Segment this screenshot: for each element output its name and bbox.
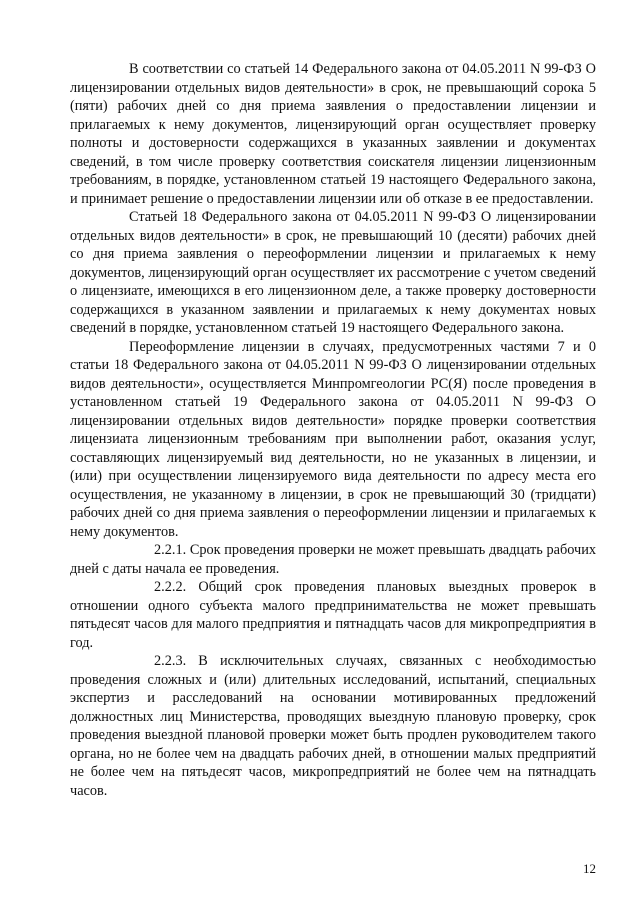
document-body [70, 60, 596, 800]
paragraph-reissue-license: Переоформление лицензии в случаях, предусмотренных частями 7 и 0 статьи 18 Федерального закона от 04.05.2011 N 99-ФЗ О лицензировании отдельных видов деятельности», осуществляется Минпромгеологии РС(Я) после проведения в установленном статьей 19 Федерального закона от 04.05.2011 N 99-ФЗ О лицензировании отдельных видов деятельности» порядке проверки соответствия лицензиата лицензионным требованиям при выполнении работ, оказания услуг, составляющих лицензируемый вид деятельности, но не указанных в лицензии, и (или) при осуществлении лицензируемого вида деятельности по адресу места его осуществления, не указанному в лицензии, в срок не превышающий 30 (тридцати) рабочих дней со дня приема заявления о переоформлении лицензии и прилагаемых к нему документов. [70, 338, 596, 540]
clause-2-2-3: 2.2.3. В исключительных случаях, связанных с необходимостью проведения сложных и (или) длительных исследований, испытаний, специальных экспертиз и расследований на основании мотивированных предложений должностных лиц Министерства, проводящих выездную плановую проверку, срок проведения выездной плановой проверки может быть продлен руководителем такого органа, но не более чем на двадцать рабочих дней, в отношении малых предприятий не более чем на пятьдесят часов, микропредприятий не более чем на пятнадцать часов. [70, 653, 596, 799]
paragraph-article-14: В соответствии со статьей 14 Федерального закона от 04.05.2011 N 99-ФЗ О лицензировании отдельных видов деятельности» в срок, не превышающий сорока 5 (пяти) рабочих дней со дня приема заявления о предоставлении лицензии и прилагаемых к нему документов, лицензирующий орган осуществляет проверку полноты и достоверности содержащихся в указанных заявлении и документах сведений, в том числе проверку соответствия соискателя лицензии лицензионным требованиям, в порядке, установленном статьей 19 настоящего Федерального закона, и принимает решение о предоставлении лицензии или об отказе в ее предоставлении. [70, 61, 596, 207]
paragraph-article-18: Статьей 18 Федерального закона от 04.05.2011 N 99-ФЗ О лицензировании отдельных видов деятельности» в срок, не превышающий 10 (десяти) рабочих дней со дня приема заявления о переоформлении лицензии и прилагаемых к нему документов, лицензирующий орган осуществляет их рассмотрение с учетом сведений о лицензиате, имеющихся в его лицензионном деле, а также проверку достоверности содержащихся в указанном заявлении и прилагаемых к нему документах новых сведений в порядке, установленном статьей 19 настоящего Федерального закона. [70, 209, 596, 336]
clause-2-2-1: 2.2.1. Срок проведения проверки не может превышать двадцать рабочих дней с даты начала ее проведения. [70, 542, 596, 577]
clause-2-2-2: 2.2.2. Общий срок проведения плановых выездных проверок в отношении одного субъекта малого предпринимательства не может превышать пятьдесят часов для малого предприятия и пятнадцать часов для микропредприятия в год. [70, 579, 596, 651]
page-number: 12 [583, 861, 596, 876]
